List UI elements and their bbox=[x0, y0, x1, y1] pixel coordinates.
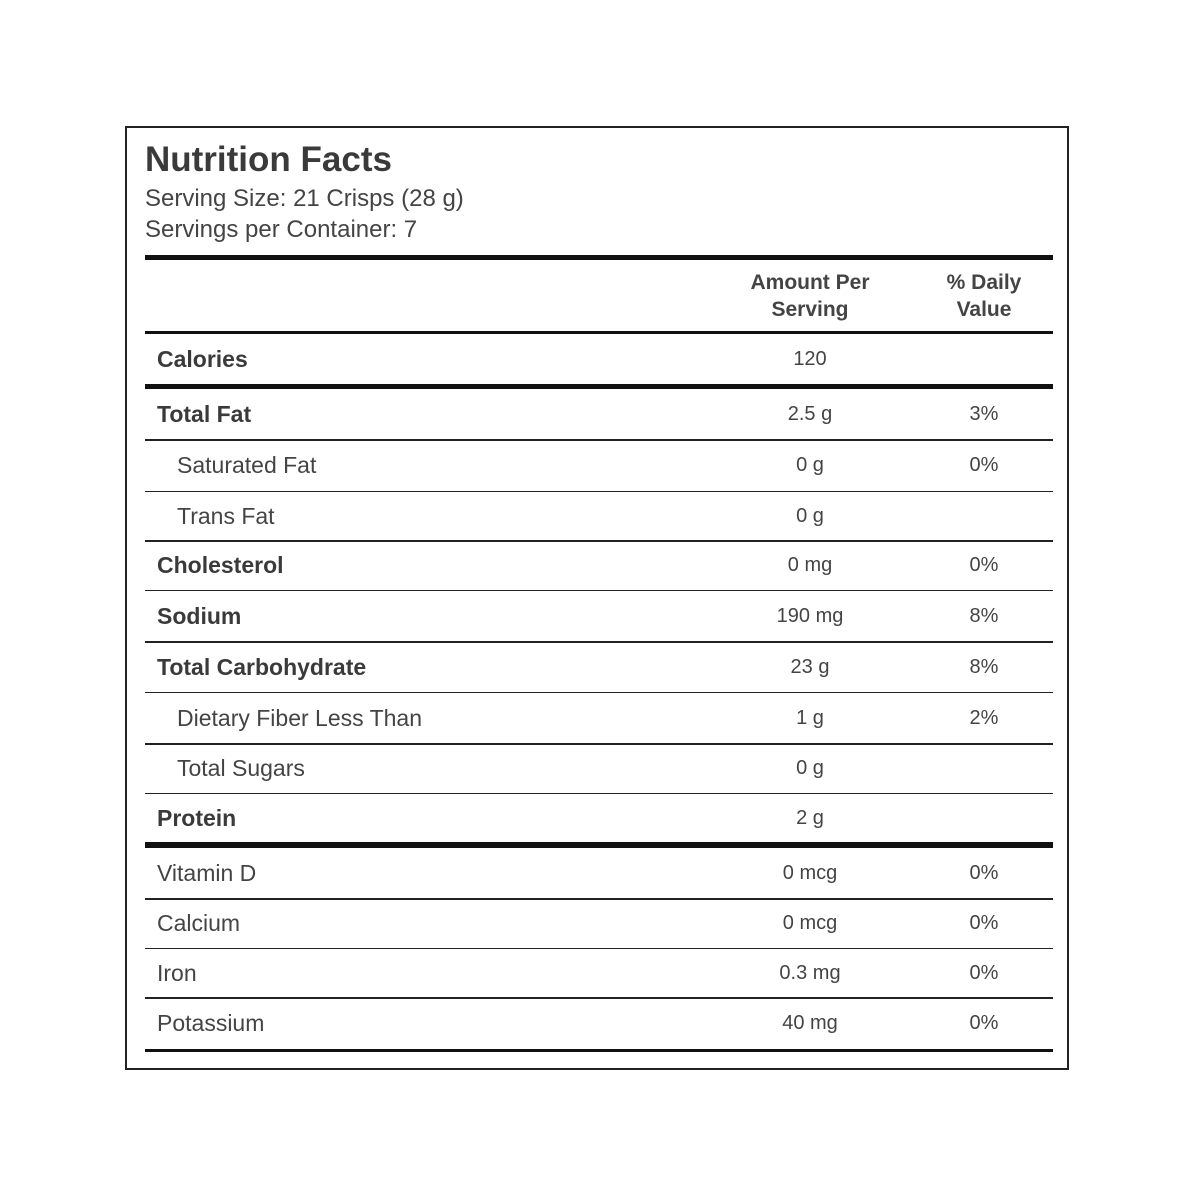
vitamin-name: Calcium bbox=[157, 910, 241, 936]
nutrient-amount: 120 bbox=[793, 347, 827, 370]
nutrient-amount: 0 g bbox=[796, 454, 824, 476]
vitamin-row-calcium bbox=[145, 900, 1053, 948]
divider-bottom bbox=[145, 1049, 1053, 1052]
nutrient-name: Saturated Fat bbox=[177, 452, 317, 478]
nutrient-row-calories bbox=[145, 334, 1053, 384]
nutrition-table bbox=[145, 255, 1053, 1052]
nutrient-name: Calories bbox=[157, 345, 248, 372]
nutrient-amount: 0 g bbox=[796, 504, 824, 527]
nutrient-name: Dietary Fiber Less Than bbox=[177, 704, 423, 731]
nutrient-dv: 8% bbox=[969, 604, 999, 627]
nutrient-dv: 0% bbox=[969, 454, 999, 476]
nutrient-row-protein bbox=[145, 794, 1053, 842]
header-daily-value bbox=[915, 269, 1053, 323]
nutrient-row-total-carbohydrate bbox=[145, 643, 1053, 692]
nutrient-dv: 0% bbox=[969, 554, 999, 576]
nutrient-amount: 190 mg bbox=[776, 604, 844, 627]
servings-per-container: Servings per Container: 7 bbox=[145, 216, 418, 243]
vitamin-dv: 0% bbox=[969, 961, 999, 984]
serving-size: Serving Size: 21 Crisps (28 g) bbox=[145, 185, 464, 212]
vitamin-name: Vitamin D bbox=[157, 859, 257, 886]
nutrient-amount: 2 g bbox=[796, 806, 824, 829]
nutrient-dv: 3% bbox=[969, 402, 999, 425]
nutrient-amount: 2.5 g bbox=[787, 402, 833, 425]
nutrient-name: Total Sugars bbox=[177, 755, 305, 781]
nutrient-row-dietary-fiber bbox=[145, 693, 1053, 743]
vitamin-amount: 40 mg bbox=[782, 1012, 838, 1034]
label-title: Nutrition Facts bbox=[145, 140, 392, 179]
nutrient-amount: 1 g bbox=[796, 706, 824, 729]
nutrient-row-cholesterol bbox=[145, 542, 1053, 590]
nutrient-amount: 23 g bbox=[790, 655, 830, 678]
vitamin-dv: 0% bbox=[969, 861, 999, 884]
nutrient-name: Protein bbox=[157, 804, 237, 831]
nutrient-name: Sodium bbox=[157, 602, 242, 629]
nutrient-row-sodium bbox=[145, 591, 1053, 641]
vitamin-amount: 0 mcg bbox=[782, 861, 838, 884]
vitamin-amount: 0 mcg bbox=[782, 912, 838, 934]
header-row bbox=[145, 260, 1053, 331]
vitamin-name: Iron bbox=[157, 959, 197, 986]
nutrient-name: Trans Fat bbox=[177, 502, 275, 529]
vitamin-dv: 0% bbox=[969, 912, 999, 934]
nutrient-row-total-sugars bbox=[145, 745, 1053, 793]
header-dv-line1: % Daily bbox=[946, 270, 1022, 294]
vitamin-dv: 0% bbox=[969, 1012, 999, 1034]
header-amount bbox=[705, 269, 915, 323]
vitamin-row-vitamin-d bbox=[145, 848, 1053, 898]
vitamin-row-potassium bbox=[145, 999, 1053, 1049]
nutrition-label bbox=[125, 126, 1069, 1070]
nutrient-dv: 8% bbox=[969, 655, 999, 678]
nutrient-row-trans-fat bbox=[145, 492, 1053, 540]
header-amount-line1: Amount Per bbox=[750, 270, 870, 294]
nutrient-amount: 0 g bbox=[796, 757, 824, 779]
nutrient-row-saturated-fat bbox=[145, 441, 1053, 491]
nutrient-name: Cholesterol bbox=[157, 552, 284, 578]
header-amount-line2: Serving bbox=[771, 297, 849, 321]
vitamin-amount: 0.3 mg bbox=[779, 961, 841, 984]
nutrient-amount: 0 mg bbox=[787, 554, 833, 576]
vitamin-name: Potassium bbox=[157, 1010, 265, 1036]
nutrient-row-total-fat bbox=[145, 389, 1053, 439]
nutrient-name: Total Fat bbox=[157, 400, 252, 427]
vitamin-row-iron bbox=[145, 949, 1053, 997]
nutrient-dv: 2% bbox=[969, 706, 999, 729]
nutrient-name: Total Carbohydrate bbox=[157, 653, 367, 680]
header-dv-line2: Value bbox=[956, 297, 1012, 321]
